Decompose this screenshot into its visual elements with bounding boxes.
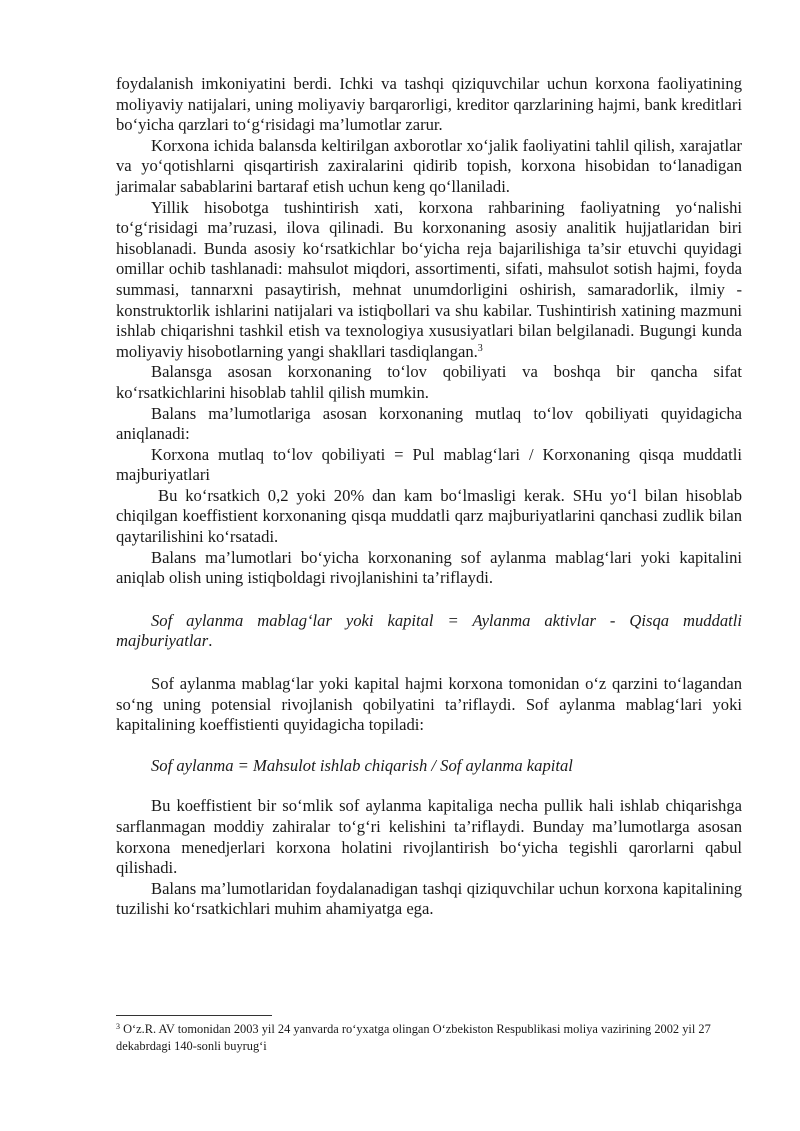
spacer [116,776,742,796]
footnote-number: 3 [116,1022,120,1031]
spacer [116,736,742,756]
paragraph-2: Korxona ichida balansda keltirilgan axborotlar xo‘jalik faoliyatini tahlil qilish, xarajatlar va yo‘qotishlarni qisqartirish zaxiralarini qidirib topish, korxona hisobidan to‘lanadigan jarimalar sabablarini bartaraf etish uchun keng qo‘llaniladi. [116,135,742,196]
footnote-reference[interactable]: 3 [477,342,483,354]
paragraph-5: Balans ma’lumotlariga asosan korxonaning mutlaq to‘lov qobiliyati quyidagicha aniqlanadi: [116,403,742,444]
paragraph-11: Balans ma’lumotlaridan foydalanadigan tashqi qiziquvchilar uchun korxona kapitalining tuzilishi ko‘rsatkichlari muhim ahamiyatga ega. [116,878,742,919]
paragraph-3-text: Yillik hisobotga tushintirish xati, korxona rahbarining faoliyatning yo‘nalishi to‘g‘risidagi ma’ruzasi, ilova qilinadi. Bu korxonaning asosiy analitik hujjatlaridan biri hisoblanadi. Bunda asosiy ko‘rsatkichlar bo‘yicha reja bajarilishiga ta’sir etuvchi quyidagi omillar ochib tashlanadi: mahsulot miqdori, assortimenti, sifati, mahsulot sotish hajmi, foyda summasi, tannarxni pasaytirish, mehnat unumdorligini oshirish, samaradorlik, ilmiy - konstruktorlik ishlarini natijalari va istiqbollari va shu kabilar. Tushintirish xatining mazmuni ishlab chiqarishni tashkil etish va texnologiya xususiyatlari bilan belgilanadi. Bugungi kunda moliyaviy hisobotlarning yangi shakllari tasdiqlangan. [116,197,742,361]
paragraph-6: Korxona mutlaq to‘lov qobiliyati = Pul mablag‘lari / Korxonaning qisqa muddatli majburiyatlari [116,444,742,485]
paragraph-8: Balans ma’lumotlari bo‘yicha korxonaning sof aylanma mablag‘lari yoki kapitalini aniqlab olish uning istiqboldagi rivojlanishini ta’riflaydi. [116,547,742,588]
document-body [116,74,742,920]
footnote [116,1021,742,1055]
paragraph-7: Bu ko‘rsatkich 0,2 yoki 20% dan kam bo‘lmasligi kerak. SHu yo‘l bilan hisoblab chiqilgan koeffistient korxonaning qisqa muddatli qarz majburiyatlarini qanchasi zudlik bilan qaytarilishini ko‘rsatadi. [116,485,742,547]
spacer [116,652,742,674]
paragraph-10: Bu koeffistient bir so‘mlik sof aylanma kapitaliga necha pullik hali ishlab chiqarishga sarflanmagan moddiy zahiralar to‘g‘ri kelishini ta’riflaydi. Bunday ma’lumotlarga asosan korxona menedjerlari korxona holatini rivojlantirish bo‘yicha tegishli qarorlarni qabul qilishadi. [116,796,742,878]
footnote-text: O‘z.R. AV tomonidan 2003 yil 24 yanvarda ro‘yxatga olingan O‘zbekiston Respublikasi moliya vazirining 2002 yil 27 dekabrdagi 140-sonli buyrug‘i [116,1022,711,1053]
spacer [116,589,742,611]
formula-1-text: Sof aylanma mablag‘lar yoki kapital = Aylanma aktivlar - Qisqa muddatli majburiyatlar [116,610,742,651]
paragraph-1: foydalanish imkoniyatini berdi. Ichki va tashqi qiziquvchilar uchun korxona faoliyatining moliyaviy natijalari, uning moliyaviy barqarorligi, kreditor qarzlarining hajmi, bank kreditlari bo‘yicha qarzlari to‘g‘risidagi ma’lumotlar zarur. [116,74,742,135]
paragraph-9: Sof aylanma mablag‘lar yoki kapital hajmi korxona tomonidan o‘z qarzini to‘lagandan so‘ng uning potensial rivojlanish qobilyatini ta’riflaydi. Sof aylanma mablag‘lari yoki kapitalining koeffistienti quyidagicha topiladi: [116,674,742,735]
formula-1-period: . [208,631,213,651]
formula-net-working-capital [116,611,742,652]
paragraph-3 [116,198,742,363]
paragraph-4: Balansga asosan korxonaning to‘lov qobiliyati va boshqa bir qancha sifat ko‘rsatkichlarini hisoblab tahlil qilish mumkin. [116,362,742,402]
footnote-divider [116,1015,272,1016]
formula-turnover: Sof aylanma = Mahsulot ishlab chiqarish / Sof aylanma kapital [151,755,573,775]
